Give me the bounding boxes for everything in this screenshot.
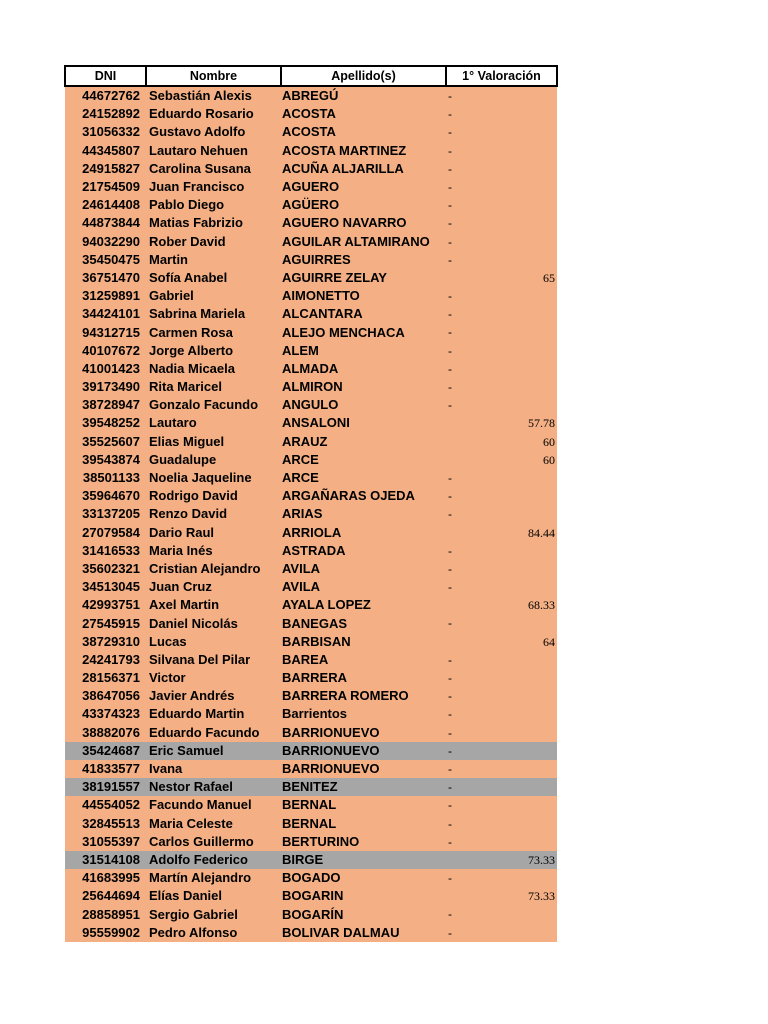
cell-valoracion: [446, 251, 557, 269]
header-row: [65, 66, 557, 86]
valoracion-value: -: [448, 507, 452, 522]
cell-dni: 44554052: [65, 796, 146, 814]
cell-valoracion: [446, 578, 557, 596]
cell-dni: 42993751: [65, 596, 146, 614]
header-apellido: Apellido(s): [281, 66, 446, 86]
cell-dni: 44873844: [65, 214, 146, 232]
cell-dni: 39173490: [65, 378, 146, 396]
valoracion-value: -: [448, 143, 452, 158]
table-row: [65, 760, 557, 778]
cell-apellido: AGÜERO: [281, 196, 446, 214]
cell-dni: 24152892: [65, 105, 146, 123]
valoracion-value: 60: [543, 434, 555, 449]
cell-apellido: ARRIOLA: [281, 524, 446, 542]
valoracion-value: -: [448, 107, 452, 122]
cell-dni: 35424687: [65, 742, 146, 760]
cell-apellido: BOGARÍN: [281, 905, 446, 923]
valoracion-value: -: [448, 671, 452, 685]
cell-dni: 40107672: [65, 342, 146, 360]
cell-apellido: ALCANTARA: [281, 305, 446, 323]
cell-valoracion: [446, 796, 557, 814]
cell-apellido: BERTURINO: [281, 833, 446, 851]
cell-apellido: ACOSTA: [281, 123, 446, 141]
cell-valoracion: [446, 123, 557, 141]
valoracion-value: -: [448, 89, 452, 103]
cell-apellido: ABREGÚ: [281, 86, 446, 105]
cell-apellido: AGUIRRES: [281, 251, 446, 269]
valoracion-value: 68.33: [528, 598, 555, 613]
valoracion-value: -: [448, 470, 452, 485]
valoracion-value: -: [448, 925, 452, 940]
cell-nombre: Sabrina Mariela: [146, 305, 281, 323]
table-row: [65, 214, 557, 232]
cell-nombre: Javier Andrés: [146, 687, 281, 705]
valoracion-value: -: [448, 252, 452, 267]
cell-apellido: BANEGAS: [281, 614, 446, 632]
valoracion-value: 65: [543, 270, 555, 285]
cell-valoracion: [446, 469, 557, 487]
cell-valoracion: [446, 724, 557, 742]
cell-nombre: Adolfo Federico: [146, 851, 281, 869]
cell-dni: 27545915: [65, 614, 146, 632]
cell-valoracion: [446, 214, 557, 232]
cell-nombre: Maria Inés: [146, 542, 281, 560]
cell-dni: 24915827: [65, 160, 146, 178]
table-row: [65, 596, 557, 614]
valoracion-value: -: [448, 307, 452, 322]
valoracion-value: -: [448, 361, 452, 376]
cell-dni: 21754509: [65, 178, 146, 196]
cell-dni: 35602321: [65, 560, 146, 578]
valoracion-table: [64, 65, 558, 942]
cell-valoracion: [446, 160, 557, 178]
cell-nombre: Rita Maricel: [146, 378, 281, 396]
cell-nombre: Rober David: [146, 233, 281, 251]
valoracion-value: -: [448, 161, 452, 176]
cell-dni: 31416533: [65, 542, 146, 560]
cell-nombre: Gustavo Adolfo: [146, 123, 281, 141]
cell-dni: 34424101: [65, 305, 146, 323]
valoracion-value: -: [448, 725, 452, 740]
cell-nombre: Victor: [146, 669, 281, 687]
cell-valoracion: [446, 414, 557, 432]
cell-dni: 34513045: [65, 578, 146, 596]
table-row: [65, 269, 557, 287]
cell-nombre: Carmen Rosa: [146, 323, 281, 341]
cell-dni: 31259891: [65, 287, 146, 305]
cell-nombre: Maria Celeste: [146, 815, 281, 833]
table-row: [65, 360, 557, 378]
cell-apellido: BOLIVAR DALMAU: [281, 924, 446, 942]
cell-nombre: Renzo David: [146, 505, 281, 523]
table-row: [65, 251, 557, 269]
cell-apellido: AGUILAR ALTAMIRANO: [281, 233, 446, 251]
cell-apellido: AGUERO NAVARRO: [281, 214, 446, 232]
cell-valoracion: [446, 196, 557, 214]
cell-apellido: BARRIONUEVO: [281, 760, 446, 778]
cell-dni: 35525607: [65, 433, 146, 451]
cell-valoracion: [446, 778, 557, 796]
cell-nombre: Eduardo Martin: [146, 705, 281, 723]
table-row: [65, 196, 557, 214]
cell-apellido: BARBISAN: [281, 633, 446, 651]
valoracion-value: -: [448, 325, 452, 340]
cell-nombre: Nestor Rafael: [146, 778, 281, 796]
cell-apellido: ARCE: [281, 469, 446, 487]
table-row: [65, 796, 557, 814]
table-row: [65, 542, 557, 560]
cell-apellido: BARRIONUEVO: [281, 742, 446, 760]
table-row: [65, 287, 557, 305]
cell-apellido: AYALA LOPEZ: [281, 596, 446, 614]
cell-apellido: BOGADO: [281, 869, 446, 887]
cell-apellido: ALEM: [281, 342, 446, 360]
cell-valoracion: [446, 924, 557, 942]
cell-valoracion: [446, 742, 557, 760]
cell-nombre: Elias Miguel: [146, 433, 281, 451]
valoracion-value: -: [448, 216, 452, 231]
table-row: [65, 323, 557, 341]
cell-nombre: Pedro Alfonso: [146, 924, 281, 942]
valoracion-value: -: [448, 834, 452, 849]
cell-apellido: ASTRADA: [281, 542, 446, 560]
table-row: [65, 851, 557, 869]
valoracion-value: -: [448, 907, 452, 922]
cell-valoracion: [446, 669, 557, 687]
cell-nombre: Eric Samuel: [146, 742, 281, 760]
table-row: [65, 887, 557, 905]
table-row: [65, 105, 557, 123]
cell-nombre: Cristian Alejandro: [146, 560, 281, 578]
valoracion-value: 60: [543, 452, 555, 467]
cell-valoracion: [446, 542, 557, 560]
cell-nombre: Matias Fabrizio: [146, 214, 281, 232]
cell-valoracion: [446, 342, 557, 360]
cell-apellido: BERNAL: [281, 796, 446, 814]
cell-valoracion: [446, 378, 557, 396]
header-valoracion: 1° Valoración: [446, 66, 557, 86]
table-row: [65, 705, 557, 723]
cell-nombre: Daniel Nicolás: [146, 614, 281, 632]
valoracion-value: -: [448, 780, 452, 795]
cell-valoracion: [446, 360, 557, 378]
table-row: [65, 924, 557, 942]
cell-valoracion: [446, 887, 557, 905]
valoracion-value: -: [448, 125, 452, 140]
cell-nombre: Gonzalo Facundo: [146, 396, 281, 414]
valoracion-value: -: [448, 871, 452, 886]
table-row: [65, 378, 557, 396]
cell-valoracion: [446, 233, 557, 251]
valoracion-value: -: [448, 580, 452, 595]
valoracion-value: 73.33: [528, 889, 555, 904]
valoracion-value: -: [448, 343, 452, 358]
cell-dni: 44672762: [65, 86, 146, 105]
cell-nombre: Eduardo Rosario: [146, 105, 281, 123]
cell-valoracion: [446, 433, 557, 451]
cell-apellido: Barrientos: [281, 705, 446, 723]
cell-nombre: Rodrigo David: [146, 487, 281, 505]
cell-nombre: Juan Francisco: [146, 178, 281, 196]
valoracion-value: -: [448, 198, 452, 213]
table-row: [65, 396, 557, 414]
table-row: [65, 487, 557, 505]
cell-dni: 39548252: [65, 414, 146, 432]
cell-valoracion: [446, 614, 557, 632]
cell-dni: 41001423: [65, 360, 146, 378]
cell-nombre: Ivana: [146, 760, 281, 778]
cell-nombre: Martin: [146, 251, 281, 269]
cell-dni: 94032290: [65, 233, 146, 251]
cell-nombre: Carlos Guillermo: [146, 833, 281, 851]
cell-apellido: ALMADA: [281, 360, 446, 378]
valoracion-value: -: [448, 761, 452, 776]
cell-dni: 31056332: [65, 123, 146, 141]
cell-nombre: Facundo Manuel: [146, 796, 281, 814]
valoracion-value: -: [448, 380, 452, 394]
table-row: [65, 724, 557, 742]
valoracion-value: -: [448, 289, 452, 304]
cell-apellido: ACOSTA: [281, 105, 446, 123]
table-row: [65, 178, 557, 196]
cell-valoracion: [446, 287, 557, 305]
table-header: [65, 66, 557, 86]
cell-apellido: ALMIRON: [281, 378, 446, 396]
cell-apellido: AVILA: [281, 578, 446, 596]
table-row: [65, 142, 557, 160]
cell-valoracion: [446, 851, 557, 869]
cell-dni: 24614408: [65, 196, 146, 214]
valoracion-value: -: [448, 234, 452, 249]
cell-valoracion: [446, 815, 557, 833]
valoracion-value: -: [448, 689, 452, 704]
cell-dni: 95559902: [65, 924, 146, 942]
cell-dni: 43374323: [65, 705, 146, 723]
valoracion-value: -: [448, 616, 452, 631]
cell-valoracion: [446, 524, 557, 542]
cell-apellido: ACUÑA ALJARILLA: [281, 160, 446, 178]
table-row: [65, 651, 557, 669]
table-row: [65, 560, 557, 578]
valoracion-value: -: [448, 707, 452, 722]
cell-valoracion: [446, 323, 557, 341]
cell-nombre: Dario Raul: [146, 524, 281, 542]
table-row: [65, 305, 557, 323]
table-row: [65, 815, 557, 833]
cell-nombre: Silvana Del Pilar: [146, 651, 281, 669]
cell-valoracion: [446, 833, 557, 851]
table-row: [65, 414, 557, 432]
cell-valoracion: [446, 596, 557, 614]
table-row: [65, 160, 557, 178]
cell-nombre: Jorge Alberto: [146, 342, 281, 360]
cell-nombre: Carolina Susana: [146, 160, 281, 178]
cell-dni: 32845513: [65, 815, 146, 833]
cell-nombre: Lucas: [146, 633, 281, 651]
cell-nombre: Gabriel: [146, 287, 281, 305]
cell-dni: 36751470: [65, 269, 146, 287]
table-row: [65, 778, 557, 796]
table-row: [65, 669, 557, 687]
cell-valoracion: [446, 142, 557, 160]
cell-apellido: ACOSTA MARTINEZ: [281, 142, 446, 160]
cell-nombre: Guadalupe: [146, 451, 281, 469]
cell-valoracion: [446, 305, 557, 323]
cell-apellido: BENITEZ: [281, 778, 446, 796]
cell-valoracion: [446, 560, 557, 578]
cell-nombre: Nadia Micaela: [146, 360, 281, 378]
table-row: [65, 614, 557, 632]
cell-apellido: ARIAS: [281, 505, 446, 523]
cell-apellido: ARGAÑARAS OJEDA: [281, 487, 446, 505]
table-row: [65, 524, 557, 542]
valoracion-value: -: [448, 543, 452, 558]
cell-nombre: Eduardo Facundo: [146, 724, 281, 742]
valoracion-value: 64: [543, 634, 555, 649]
cell-dni: 38501133: [65, 469, 146, 487]
cell-apellido: BOGARIN: [281, 887, 446, 905]
cell-apellido: AVILA: [281, 560, 446, 578]
cell-valoracion: [446, 487, 557, 505]
cell-dni: 35450475: [65, 251, 146, 269]
table-row: [65, 833, 557, 851]
table-row: [65, 433, 557, 451]
cell-dni: 33137205: [65, 505, 146, 523]
cell-apellido: BARRERA ROMERO: [281, 687, 446, 705]
cell-nombre: Axel Martin: [146, 596, 281, 614]
cell-apellido: ARCE: [281, 451, 446, 469]
valoracion-value: -: [448, 398, 452, 413]
valoracion-value: -: [448, 652, 452, 667]
cell-nombre: Juan Cruz: [146, 578, 281, 596]
cell-valoracion: [446, 760, 557, 778]
table-row: [65, 451, 557, 469]
cell-dni: 27079584: [65, 524, 146, 542]
cell-nombre: Sofía Anabel: [146, 269, 281, 287]
cell-valoracion: [446, 651, 557, 669]
cell-valoracion: [446, 451, 557, 469]
cell-nombre: Sergio Gabriel: [146, 905, 281, 923]
cell-dni: 31514108: [65, 851, 146, 869]
cell-dni: 94312715: [65, 323, 146, 341]
cell-nombre: Elías Daniel: [146, 887, 281, 905]
cell-nombre: Sebastián Alexis: [146, 86, 281, 105]
table-row: [65, 123, 557, 141]
table-row: [65, 578, 557, 596]
cell-apellido: BARRERA: [281, 669, 446, 687]
table-row: [65, 342, 557, 360]
cell-apellido: BIRGE: [281, 851, 446, 869]
cell-apellido: AIMONETTO: [281, 287, 446, 305]
valoracion-value: 73.33: [528, 852, 555, 867]
cell-dni: 38647056: [65, 687, 146, 705]
cell-valoracion: [446, 396, 557, 414]
cell-apellido: BERNAL: [281, 815, 446, 833]
cell-dni: 44345807: [65, 142, 146, 160]
cell-nombre: Pablo Diego: [146, 196, 281, 214]
valoracion-value: 57.78: [528, 416, 555, 431]
cell-valoracion: [446, 705, 557, 723]
valoracion-value: 84.44: [528, 525, 555, 540]
cell-dni: 38191557: [65, 778, 146, 796]
cell-valoracion: [446, 633, 557, 651]
table-row: [65, 905, 557, 923]
table-row: [65, 233, 557, 251]
header-nombre: Nombre: [146, 66, 281, 86]
cell-valoracion: [446, 269, 557, 287]
cell-dni: 41833577: [65, 760, 146, 778]
cell-apellido: ALEJO MENCHACA: [281, 323, 446, 341]
table-row: [65, 687, 557, 705]
table-row: [65, 633, 557, 651]
cell-dni: 39543874: [65, 451, 146, 469]
cell-apellido: ANSALONI: [281, 414, 446, 432]
valoracion-value: -: [448, 816, 452, 831]
valoracion-value: -: [448, 561, 452, 576]
cell-apellido: BARRIONUEVO: [281, 724, 446, 742]
cell-valoracion: [446, 869, 557, 887]
table-row: [65, 505, 557, 523]
valoracion-value: -: [448, 743, 452, 758]
cell-dni: 24241793: [65, 651, 146, 669]
cell-dni: 25644694: [65, 887, 146, 905]
cell-dni: 28858951: [65, 905, 146, 923]
table-row: [65, 869, 557, 887]
cell-nombre: Lautaro: [146, 414, 281, 432]
cell-dni: 41683995: [65, 869, 146, 887]
table-row: [65, 86, 557, 105]
cell-valoracion: [446, 505, 557, 523]
table-row: [65, 742, 557, 760]
cell-valoracion: [446, 86, 557, 105]
cell-apellido: BAREA: [281, 651, 446, 669]
cell-dni: 38728947: [65, 396, 146, 414]
cell-apellido: ANGULO: [281, 396, 446, 414]
valoracion-value: -: [448, 179, 452, 194]
cell-dni: 38882076: [65, 724, 146, 742]
cell-apellido: AGUERO: [281, 178, 446, 196]
cell-valoracion: [446, 178, 557, 196]
cell-nombre: Lautaro Nehuen: [146, 142, 281, 160]
cell-nombre: Martín Alejandro: [146, 869, 281, 887]
cell-apellido: ARAUZ: [281, 433, 446, 451]
valoracion-value: -: [448, 798, 452, 813]
cell-dni: 38729310: [65, 633, 146, 651]
table-row: [65, 469, 557, 487]
cell-dni: 35964670: [65, 487, 146, 505]
header-dni: DNI: [65, 66, 146, 86]
valoracion-value: -: [448, 489, 452, 504]
table-body: [65, 86, 557, 942]
cell-apellido: AGUIRRE ZELAY: [281, 269, 446, 287]
cell-dni: 31055397: [65, 833, 146, 851]
cell-dni: 28156371: [65, 669, 146, 687]
cell-nombre: Noelia Jaqueline: [146, 469, 281, 487]
cell-valoracion: [446, 905, 557, 923]
cell-valoracion: [446, 105, 557, 123]
cell-valoracion: [446, 687, 557, 705]
